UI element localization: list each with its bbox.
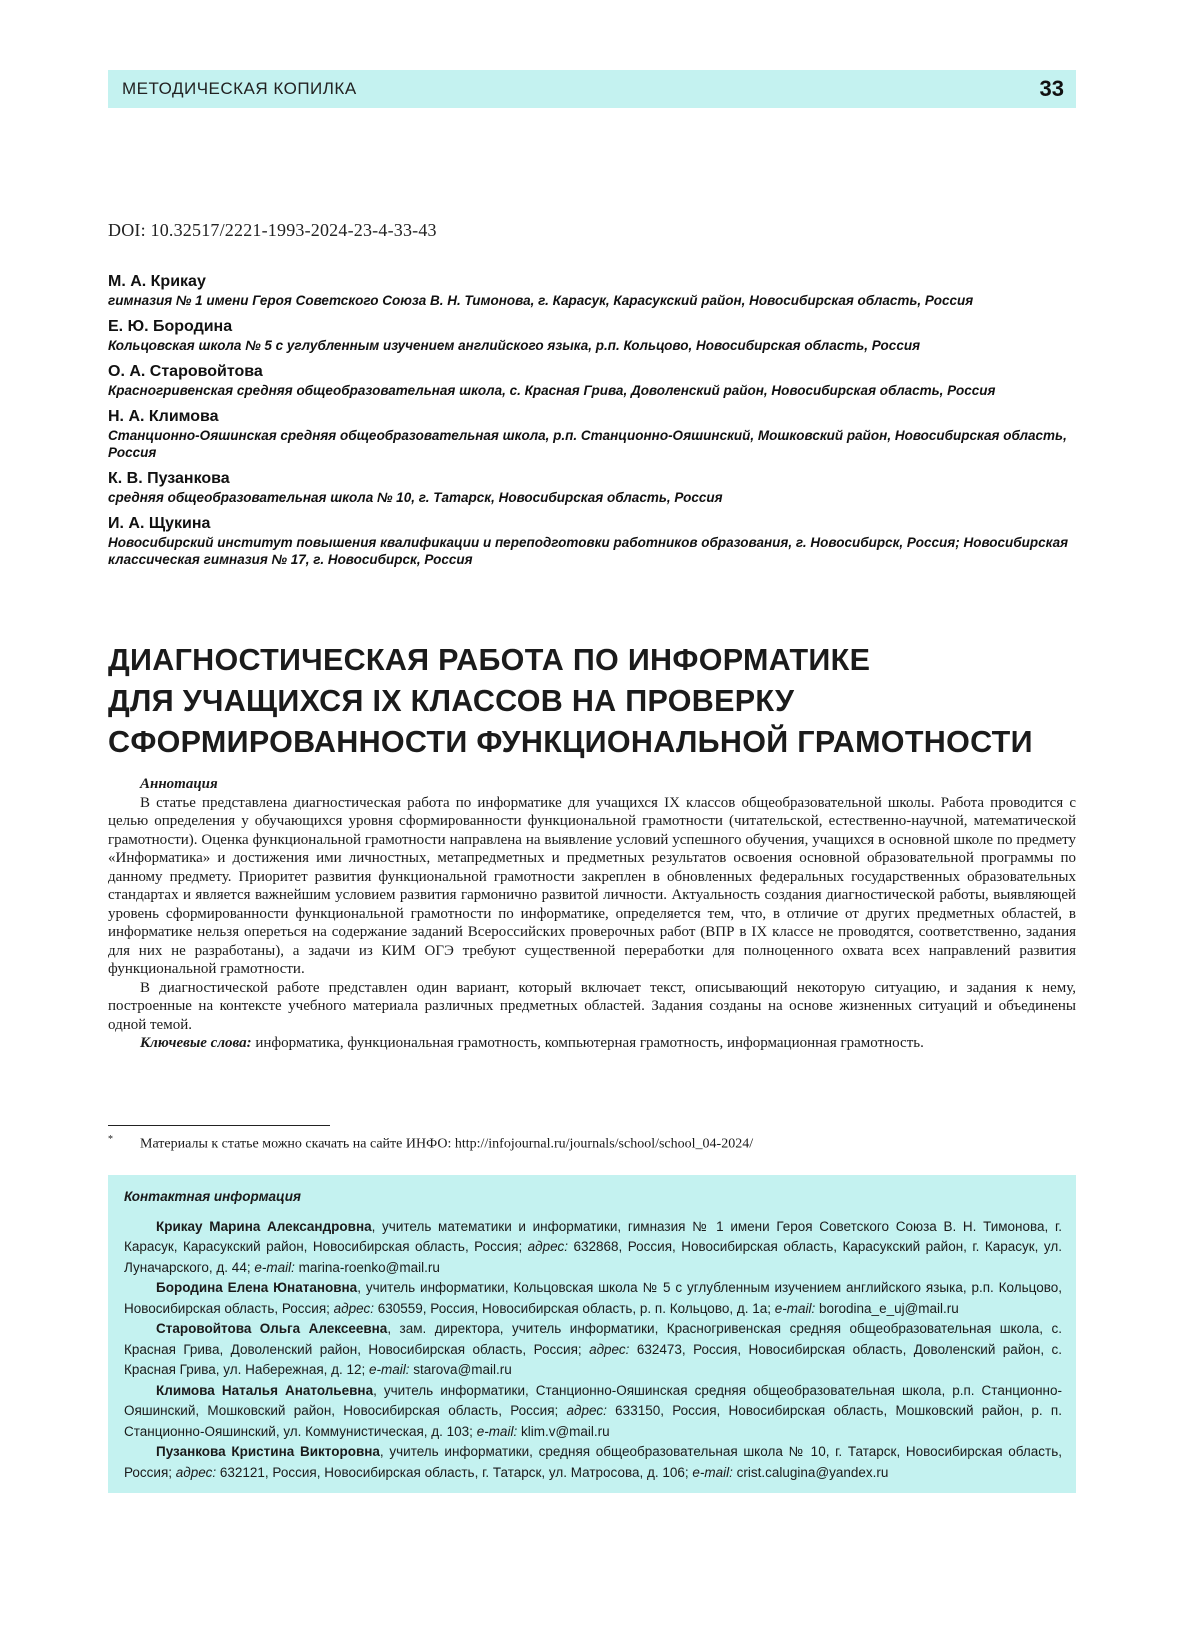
title-line: ДЛЯ УЧАЩИХСЯ IX КЛАССОВ НА ПРОВЕРКУ [108, 684, 795, 718]
author-entry [108, 317, 1088, 354]
contact-name: Старовойтова Ольга Алексеевна [156, 1321, 388, 1336]
abstract-paragraph: В диагностической работе представлен один вариант, который включает текст, описывающий некоторую ситуацию, и задания к нему, построенные на контексте учебного материала различных предметных областей. Задания созданы на основе жизненных ситуаций и объединены одной темой. [108, 979, 1076, 1033]
contact-role: , зам. директора, учитель информатики, Красногривенская средняя общеобразовательная школа, с. Красная Грива, Доволенский район, Новосибирская область, Россия; [124, 1321, 1062, 1357]
keywords [108, 1034, 1076, 1053]
keywords-label: Ключевые слова: [140, 1035, 252, 1051]
contact-address: 632473, Россия, Новосибирская область, Доволенский район, с. Красная Грива, ул. Набережная, д. 12; [124, 1341, 1063, 1377]
contact-entry [124, 1319, 1062, 1381]
author-name: О. А. Старовойтова [108, 363, 263, 380]
address-label: адрес: [175, 1464, 217, 1480]
contact-address: 632868, Россия, Новосибирская область, Карасукский район, г. Карасук, ул. Луначарского, д. 44; [124, 1239, 1062, 1275]
author-affiliation: Красногривенская средняя общеобразовательная школа, с. Красная Грива, Доволенский район, Новосибирская область, Россия [108, 383, 996, 398]
address-label: адрес: [566, 1403, 607, 1418]
contact-email: starova@mail.ru [409, 1362, 512, 1377]
title-line: ДИАГНОСТИЧЕСКАЯ РАБОТА ПО ИНФОРМАТИКЕ [108, 643, 871, 677]
author-affiliation: средняя общеобразовательная школа № 10, г. Татарск, Новосибирская область, Россия [108, 490, 723, 505]
author-affiliation: Новосибирский институт повышения квалификации и переподготовки работников образования, г. Новосибирск, Россия; Новосибирская классическая гимназия № 17, г. Новосибирск, Россия [108, 535, 1069, 567]
author-entry [108, 362, 1088, 399]
address-label: адрес: [527, 1239, 569, 1254]
contact-role: , учитель информатики, Станционно-Ояшинская средняя общеобразовательная школа, р.п. Станционно-Ояшинский, Мошковский район, Новосибирская область, Россия; [124, 1382, 1062, 1418]
contact-name: Пузанкова Кристина Викторовна [156, 1444, 380, 1459]
footnote [108, 1134, 1076, 1153]
running-header [108, 70, 1076, 108]
abstract-heading: Аннотация [140, 776, 218, 792]
author-name: Е. Ю. Бородина [108, 318, 233, 335]
author-entry [108, 272, 1088, 309]
author-name: К. В. Пузанкова [108, 470, 230, 487]
email-label: e-mail: [369, 1362, 410, 1377]
article-title [108, 640, 1088, 763]
contact-role: , учитель информатики, средняя общеобразовательная школа № 10, г. Татарск, Новосибирская область, Россия; [124, 1444, 1062, 1480]
contact-email: borodina_e_uj@mail.ru [815, 1300, 959, 1316]
abstract [108, 775, 1076, 1053]
contact-heading: Контактная информация [124, 1189, 301, 1204]
email-label: e-mail: [774, 1300, 816, 1316]
contact-role: , учитель информатики, Кольцовская школа № 5 с углубленным изучением английского языка, р.п. Кольцово, Новосибирская область, Россия; [124, 1280, 1063, 1316]
address-label: адрес: [333, 1300, 374, 1316]
author-affiliation: гимназия № 1 имени Героя Советского Союза В. Н. Тимонова, г. Карасук, Карасукский район, Новосибирская область, Россия [108, 293, 974, 308]
contact-address: 633150, Россия, Новосибирская область, Мошковский район, р. п. Станционно-Ояшинский, ул. Коммунистическая, д. 103; [124, 1403, 1062, 1439]
doi: DOI: 10.32517/2221-1993-2024-23-4-33-43 [108, 220, 437, 240]
author-name: И. А. Щукина [108, 515, 211, 532]
contact-address: 632121, Россия, Новосибирская область, г. Татарск, ул. Матросова, д. 106; [216, 1464, 693, 1480]
contact-email: crist.calugina@yandex.ru [732, 1464, 889, 1480]
page-number: 33 [1039, 76, 1064, 101]
author-affiliation: Кольцовская школа № 5 с углубленным изучением английского языка, р.п. Кольцово, Новосибирская область, Россия [108, 338, 921, 353]
contact-role: , учитель математики и информатики, гимназия № 1 имени Героя Советского Союза В. Н. Тимонова, г. Карасук, Карасукский район, Новосибирская область, Россия; [124, 1218, 1062, 1254]
author-affiliation: Станционно-Ояшинская средняя общеобразовательная школа, р.п. Станционно-Ояшинский, Мошковский район, Новосибирская область, Россия [108, 428, 1067, 460]
contact-address: 630559, Россия, Новосибирская область, р. п. Кольцово, д. 1а; [373, 1300, 775, 1316]
contact-name: Крикау Марина Александровна [156, 1218, 372, 1234]
contact-entry [124, 1278, 1062, 1319]
email-label: e-mail: [476, 1423, 518, 1439]
author-entry [108, 514, 1088, 568]
contact-name: Климова Наталья Анатольевна [156, 1382, 374, 1398]
contact-entry [124, 1381, 1062, 1443]
title-line: СФОРМИРОВАННОСТИ ФУНКЦИОНАЛЬНОЙ ГРАМОТНОСТИ [108, 725, 1033, 759]
footnote-mark: * [108, 1134, 113, 1145]
abstract-paragraph: В статье представлена диагностическая работа по информатике для учащихся IX классов общеобразовательной школы. Работа проводится с целью определения у обучающихся уровня сформированности функциональной грамотности (читательской, естественно-научной, математической грамотности). Оценка функциональной грамотности направлена на выявление условий успешного обучения, учащихся в основной школе по предмету «Информатика» и достижения ими личностных, метапредметных и предметных результатов освоения основной образовательной программы по данному предмету. Приоритет развития функциональной грамотности закреплен в обновленных федеральных государственных образовательных стандартах и является важнейшим условием развития гармонично развитой личности. Актуальность создания диагностической работы, выявляющей уровень сформированности функциональной грамотности по информатике, определяется тем, что, в отличие от других предметных областей, в информатике нельзя опереться на содержание заданий Всероссийских проверочных работ (ВПР в IX классе не проводятся, соответственно, задания для них не разработаны), а задачи из КИМ ОГЭ требуют существенной переработки для полноценного охвата всех направлений развития функциональной грамотности. [108, 794, 1076, 977]
footnote-text: Материалы к статье можно скачать на сайте ИНФО: http://infojournal.ru/journals/school/school_04-2024/ [140, 1136, 754, 1152]
author-name: Н. А. Климова [108, 408, 219, 425]
contact-name: Бородина Елена Юнатановна [156, 1280, 358, 1295]
contact-entry [124, 1442, 1062, 1483]
email-label: e-mail: [254, 1259, 295, 1275]
author-name: М. А. Крикау [108, 273, 206, 290]
section-title: МЕТОДИЧЕСКАЯ КОПИЛКА [122, 79, 357, 98]
email-label: e-mail: [692, 1464, 733, 1480]
address-label: адрес: [589, 1341, 630, 1357]
contact-email: marina-roenko@mail.ru [294, 1259, 440, 1275]
contact-email: klim.v@mail.ru [517, 1423, 610, 1439]
author-entry [108, 407, 1088, 461]
keywords-text: информатика, функциональная грамотность, компьютерная грамотность, информационная грамотность. [255, 1035, 924, 1051]
contact-entry [124, 1217, 1062, 1279]
author-entry [108, 469, 1088, 506]
contact-info-box [108, 1175, 1076, 1493]
footnote-divider [108, 1125, 330, 1126]
author-list [108, 272, 1088, 576]
